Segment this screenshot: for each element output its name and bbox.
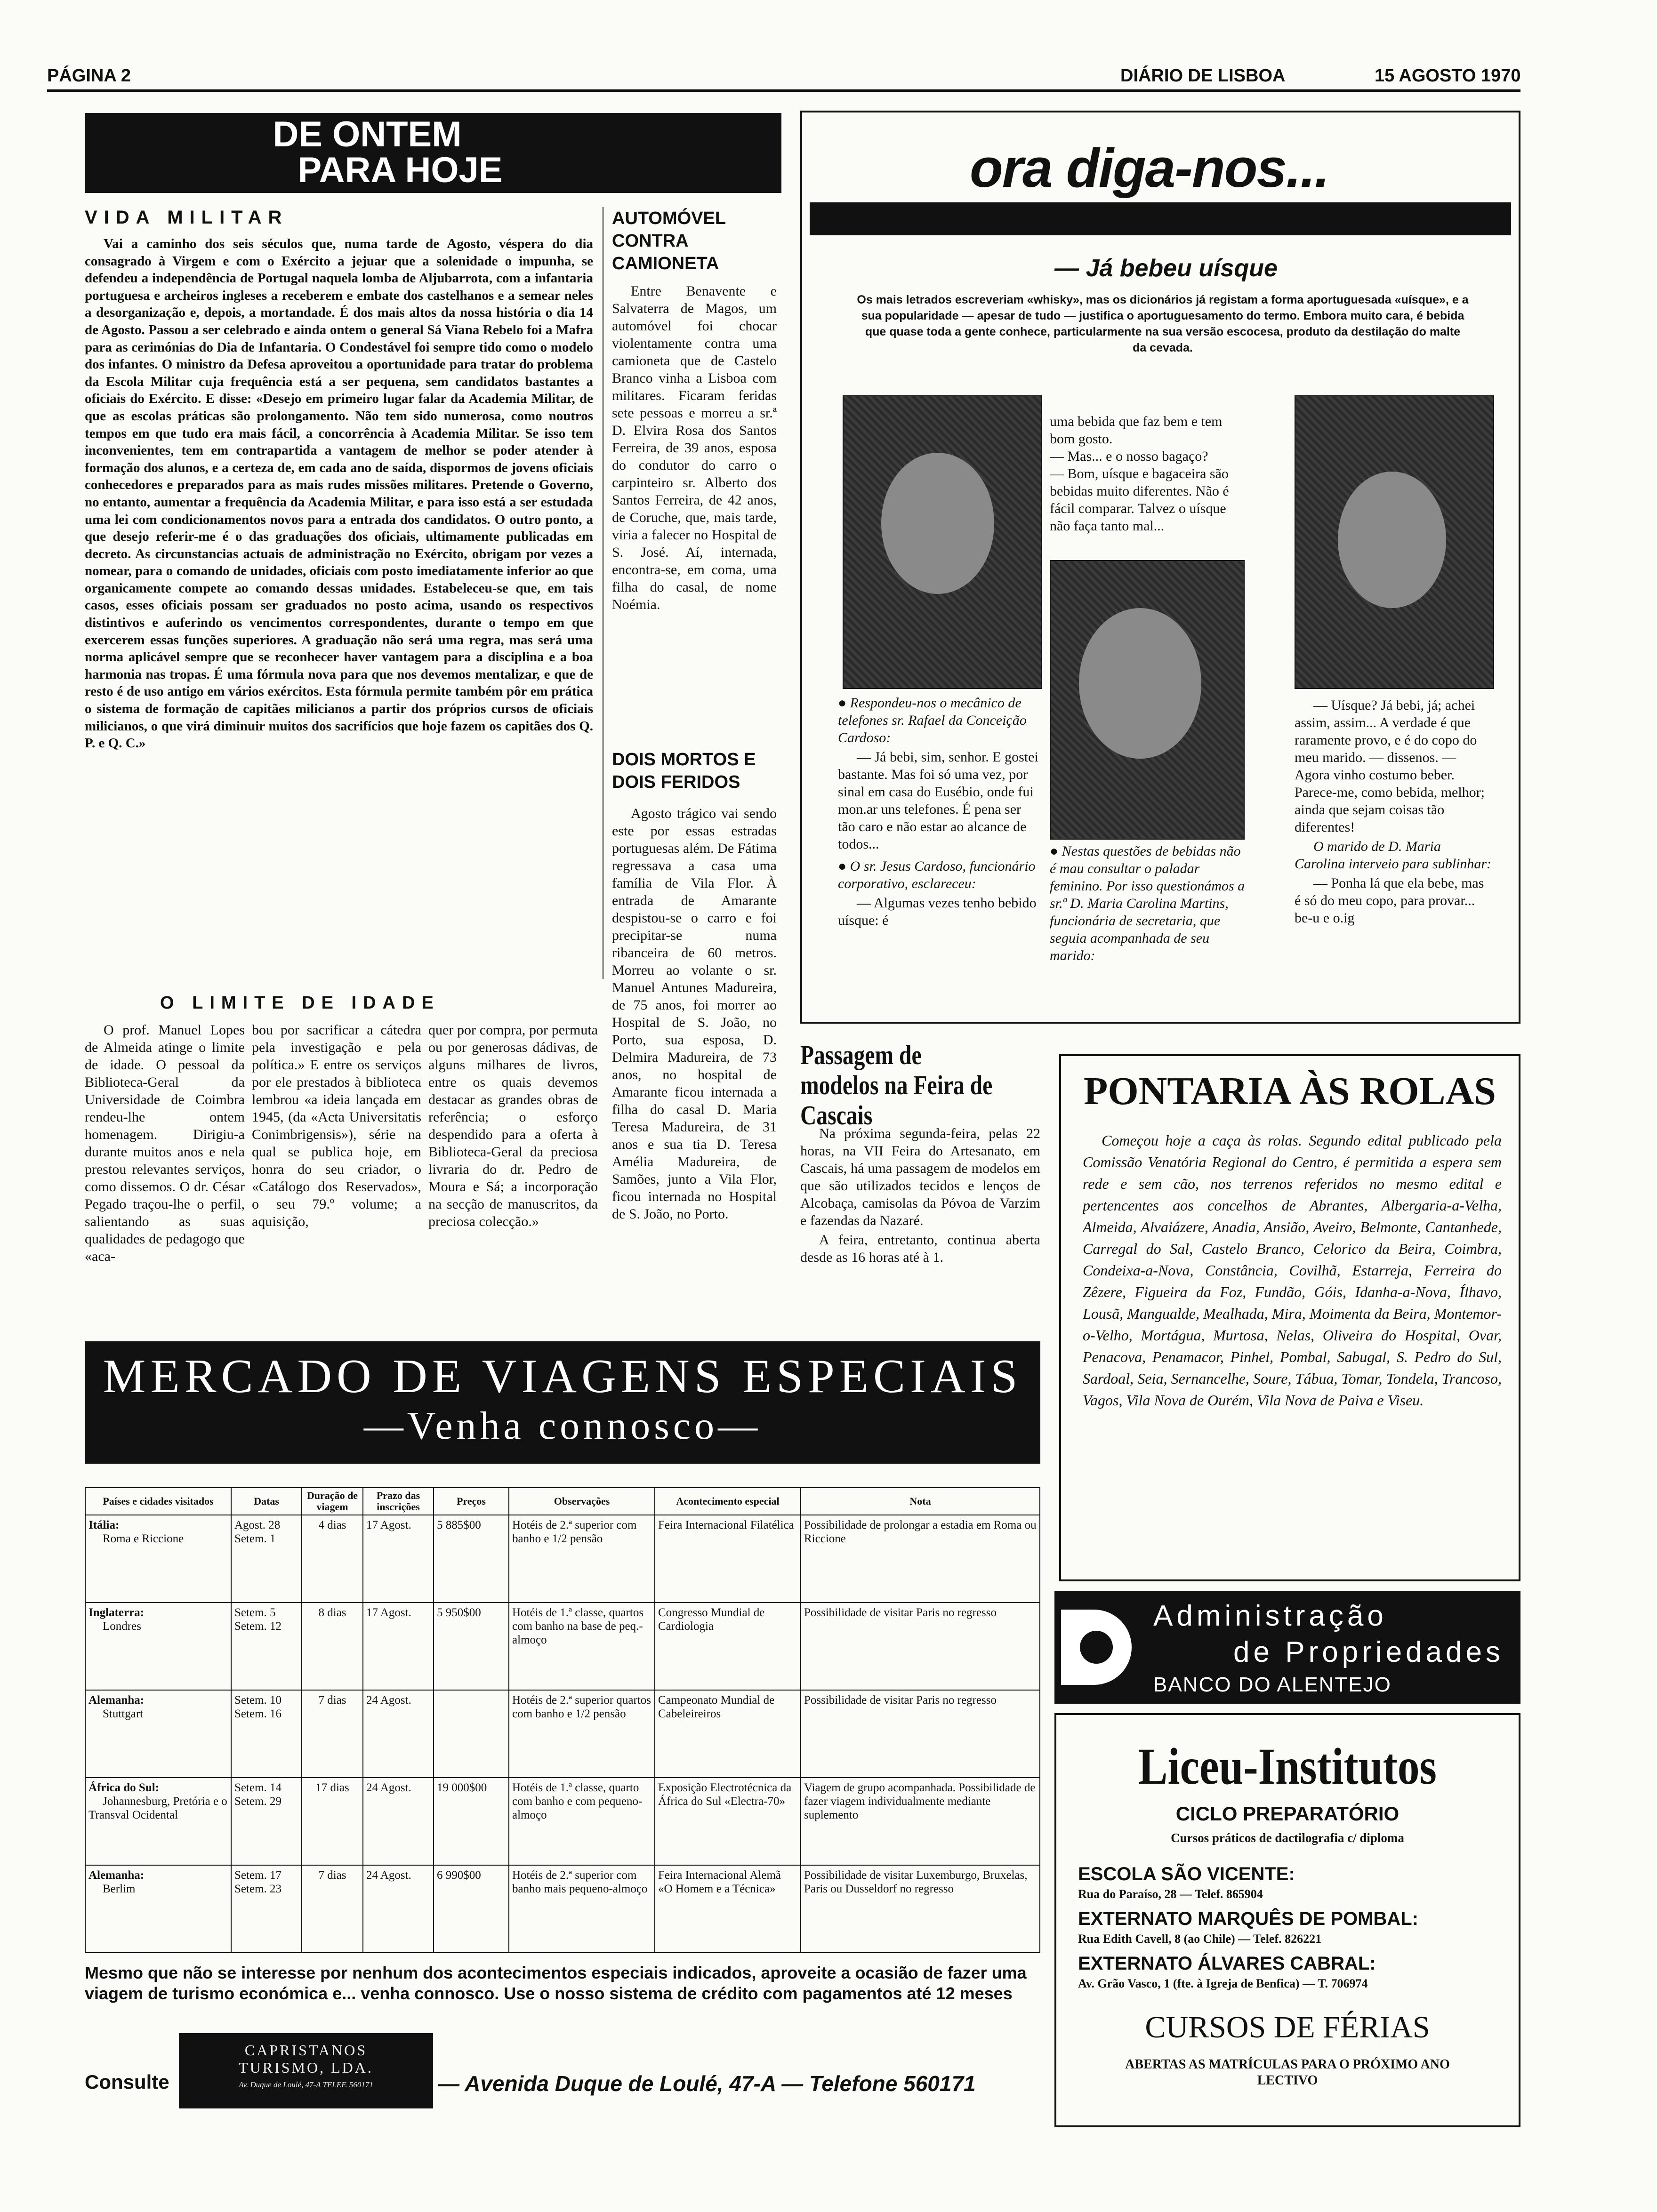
photo-jesus-cardoso [1050,560,1245,840]
photo-maria-carolina [1295,395,1494,689]
school-3-name: EXTERNATO ÁLVARES CABRAL: [1078,1953,1376,1974]
school-3-address: Av. Grão Vasco, 1 (fte. à Igreja de Benfica) — T. 706974 [1078,1977,1368,1990]
photo-rafael-cardoso [843,395,1042,689]
liceu-cursos: Cursos práticos de dactilografia c/ diploma [1171,1831,1404,1845]
whisky-mid-text: uma bebida que faz bem e tem bom gosto. — Mas... e o nosso bagaço? — Bom, uísque e bagaceira são bebidas muito diferentes. Não é fácil comparar. Talvez o uísque não faça tanto mal... [1050,414,1229,534]
school-2-address: Rua Edith Cavell, 8 (ao Chile) — Telef. 826221 [1078,1932,1322,1946]
school-2-name: EXTERNATO MARQUÊS DE POMBAL: [1078,1908,1418,1929]
table-row: Inglaterra: Londres Setem. 5 Setem. 12 8 dias 17 Agost. 5 950$00 Hotéis de 1.ª classe, quartos com banho na base de peq.-almoço Congresso Mundial de Cardiologia Possibilidade de visitar Paris no regresso [85,1603,1040,1690]
section-banner [85,113,781,193]
col-header: Preços [434,1488,509,1515]
col-header: Países e cidades visitados [85,1488,231,1515]
pontaria-title: PONTARIA ÀS ROLAS [1084,1069,1496,1113]
mercado-address: — Avenida Duque de Loulé, 47-A — Telefone 560171 [438,2071,976,2096]
mercado-title: MERCADO DE VIAGENS ESPECIAIS [103,1350,1022,1403]
col-header: Duração de viagem [302,1488,363,1515]
page-number: PÁGINA 2 [47,66,131,86]
caption-rafael: ● Respondeu-nos o mecânico de telefones sr. Rafael da Conceição Cardoso: — Já bebi, sim, senhor. E gostei bastante. Mas foi só uma vez, por sinal em casa do Eusébio, onde fui mon.ar uns telefones. É pena ser tão caro e não estar ao alcance de todos... ● O sr. Jesus Cardoso, funcionário corporativo, esclareceu: — Algumas vezes tenho bebido uísque: é [838,695,1038,928]
pontaria-text: Começou hoje a caça às rolas. Segundo edital publicado pela Comissão Venatória Regional do Centro, é permitida a espera sem rede e sem cão, nos terrenos referidos no mesmo edital e pertencentes aos concelhos de Abrantes, Albergaria-a-Velha, Almeida, Alvaiázere, Anadia, Ansião, Aveiro, Belmonte, Cantanhede, Carregal do Sal, Castelo Branco, Celorico da Beira, Coimbra, Condeixa-a-Nova, Constância, Covilhã, Estarreja, Ferreira do Zêzere, Figueira da Foz, Fundão, Góis, Idanha-a-Nova, Ílhavo, Lousã, Mangualde, Mealhada, Mira, Moimenta da Beira, Montemor-o-Velho, Mortágua, Murtosa, Nelas, Oliveira do Hospital, Ovar, Penacova, Penamacor, Pinhel, Pombal, Sabugal, S. Pedro do Sul, Sardoal, Seia, Sernancelhe, Soure, Tábua, Tomar, Tondela, Trancoso, Vagos, Vila Nova de Ourém, Vila Nova de Paiva e Viseu. [1083,1132,1502,1409]
answer-maria-carolina: — Uísque? Já bebi, já; achei assim, assim... A verdade é que raramente provo, e é do copo do meu marido. — dissenos. — Agora vinho costumo beber. Parece-me, como bebida, melhor; ainda que sejam coisas tão diferentes! O marido de D. Maria Carolina interveio para sublinhar: — Ponha lá que ela bebe, mas é só do meu copo, para provar... be-u e o.ig [1295,697,1492,926]
automovel-title: AUTOMÓVEL CONTRA CAMIONETA [612,208,726,273]
issue-date: 15 AGOSTO 1970 [1375,66,1521,86]
ora-diga-rule [810,202,1511,235]
admin-line-3: BANCO DO ALENTEJO [1153,1673,1392,1696]
liceu-title: Liceu-Institutos [1138,1738,1437,1795]
agency-name-2: TURISMO, LDA. [239,2059,373,2076]
ferias-matriculas: ABERTAS AS MATRÍCULAS PARA O PRÓXIMO ANO LECTIVO [1125,2057,1450,2088]
banner-line-2: PARA HOJE [298,150,503,190]
agency-logo [179,2033,433,2108]
face-shape [1338,472,1446,608]
mercado-subtitle: —Venha connosco— [363,1404,762,1448]
table-row: Alemanha: Berlim Setem. 17 Setem. 23 7 dias 24 Agost. 6 990$00 Hotéis de 2.ª superior com banho mais pequeno-almoço Feira Internacional Alemã «O Homem e a Técnica» Possibilidade de visitar Luxemburgo, Bruxelas, Paris ou Dusseldorf no regresso [85,1865,1040,1953]
col-header: Prazo das inscrições [363,1488,434,1515]
ora-diga-intro: Os mais letrados escreveriam «whisky», mas os dicionários já registam a forma aportuguesada «uísque», e a sua popularidade — apesar de tudo — justifica o aportuguesamento do termo. Embora muito cara, é bebida que quase toda a gente conhece, particularmente na sua versão escocesa, produto da destilação do malte da cevada. [857,293,1469,354]
limite-col-2: bou por sacrificar a cátedra pela investigação e pela política.» E entre os serviços por ele prestados à biblioteca lembrou «a ideia lançada em 1945, (da «Acta Universitatis Conimbrigensis»), série na qual se publica hoje, em honra do seu criador, o «Catálogo dos Reservados», o seu 79.º volume; a aquisição, [252,1022,421,1229]
consulte-label: Consulte [85,2071,169,2093]
banner-line-1: DE ONTEM [273,114,462,154]
automovel-text: Entre Benavente e Salvaterra de Magos, um automóvel foi chocar violentamente contra uma camioneta que de Castelo Branco vinha a Lisboa com militares. Ficaram feridas sete pessoas e morreu a sr.ª D. Elvira Rosa dos Santos Ferreira, de 39 anos, esposa do condutor do carro o carpinteiro sr. Alberto dos Santos Ferreira, de 42 anos, de Coruche, que, mais tarde, viria a falecer no Hospital de S. José. Aí, internada, encontra-se, em coma, uma filha do casal, de nome Noémia. [612,283,777,612]
limite-col-1: O prof. Manuel Lopes de Almeida atinge o limite de idade. O pessoal da Biblioteca-Geral da Universidade de Coimbra rendeu-lhe ontem homenagem. Dirigiu-a durante muitos anos e nela prestou relevantes serviços, como dissemos. O dr. César Pegado traçou-lhe o perfil, salientando as suas qualidades de pedagogo que «aca- [85,1022,245,1264]
dois-mortos-title: DOIS MORTOS E DOIS FERIDOS [612,750,756,792]
vida-militar-title: VIDA MILITAR [85,207,289,228]
face-shape [1079,608,1201,759]
face-shape [881,453,994,594]
limite-title: O LIMITE DE IDADE [160,993,440,1013]
admin-line-1: Administração [1153,1600,1387,1632]
mercado-banner [85,1341,1040,1464]
col-header: Datas [231,1488,302,1515]
header-rule [47,89,1520,92]
dois-mortos-text: Agosto trágico vai sendo este por essas estradas portuguesas além. De Fátima regressava a casa uma família de Vila Flor. À entrada de Amarante despistou-se o carro e foi precipitar-se numa ribanceira de 60 metros. Morreu ao volante o sr. Manuel Antunes Madureira, de 75 anos, foi morrer ao Hospital de S. João, no Porto, sua esposa, D. Delmira Madureira, de 73 anos, no hospital de Amarante ficou internada a filha do casal D. Maria Teresa Madureira, de 31 anos e sua tia D. Teresa Amélia Madureira, de Samões, junto a Vila Flor, ficou internada no Hospital de S. João, no Porto. [612,806,777,1222]
table-row: África do Sul: Johannesburg, Pretória e o Transval Ocidental Setem. 14 Setem. 29 17 dias 24 Agost. 19 000$00 Hotéis de 1.ª classe, quarto com banho e com pequeno-almoço Exposição Electrotécnica da África do Sul «Electra-70» Viagem de grupo acompanhada. Possibilidade de fazer viagem individualmente mediante suplemento [85,1778,1040,1865]
admin-box [1054,1591,1520,1704]
mercado-table-wrap [85,1487,1040,1953]
liceu-ciclo: CICLO PREPARATÓRIO [1175,1803,1400,1825]
school-1-name: ESCOLA SÃO VICENTE: [1078,1864,1295,1884]
table-row: Itália: Roma e Riccione Agost. 28 Setem. 1 4 dias 17 Agost. 5 885$00 Hotéis de 2.ª superior com banho e 1/2 pensão Feira Internacional Filatélica Possibilidade de prolongar a estadia em Roma ou Riccione [85,1515,1040,1603]
ora-diga-title: ora diga-nos... [970,137,1329,199]
caption-maria-carolina: ● Nestas questões de bebidas não é mau consultar o paladar feminino. Por isso questionámos a sr.ª D. Maria Carolina Martins, funcionária de secretaria, que seguia acompanhada de seu marido: [1050,843,1245,963]
passagem-text: Na próxima segunda-feira, pelas 22 horas, na VII Feira do Artesanato, em Cascais, há uma passagem de modelos em que são utilizados tecidos e lenços de Alcobaça, camisolas da Póvoa de Varzim e fazendas da Nazaré. A feira, entretanto, continua aberta desde as 16 horas até à 1. [800,1126,1040,1265]
col-header: Nota [801,1488,1040,1515]
passagem-title: Passagem de modelos na Feira de Cascais [800,1040,993,1130]
limite-col-3: quer por compra, por permuta ou por generosas dádivas, de alguns milhares de livros, entre os quais devemos destacar as grandes obras de referência; o esforço despendido para a oferta à Biblioteca-Geral da preciosa livraria do dr. Pedro de Moura e Sá; a incorporação na secção de manuscritos, da preciosa colecção.» [428,1022,598,1229]
vida-militar-text: Vai a caminho dos seis séculos que, numa tarde de Agosto, véspera do dia consagrado à Virgem e com o Exército a jejuar que a solenidade o impunha, se defendeu a independência de Portugal naquela lomba de Aljubarrota, com a infantaria portuguesa e archeiros ingleses a receberem e embate dos castelhanos e a semear neles a desorganização e, depois, a mortandade. É dos mais altos da nossa história o dia 14 de Agosto. Passou a ser celebrado e ainda ontem o general Sá Viana Rebelo foi a Mafra para as cerimónias do Dia de Infantaria. O Condestável foi sempre tido como o modelo dos infantes. O ministro da Defesa aproveitou a oportunidade para tratar do problema da Escola Militar cuja frequência está a ser pequena, sem candidatos bastantes a oficiais do Exército. E disse: «Desejo em primeiro lugar falar da Academia Militar, de que as escolas práticas são prolongamento. Não tem sido numerosa, como noutros tempos em que tudo era mais fácil, a concorrência à Academia Militar. Se isso tem inconvenientes, tem em contrapartida a vantagem de melhor se poder atender à formação dos alunos, e a certeza de, em cada ano de saída, dispormos de jovens oficiais conhecedores e preparados para as mais rudes missões militares. Pretende o Governo, no entanto, aumentar a frequência da Academia Militar, e para isso está a ser estudada uma lei com condicionamentos novos para a entrada dos candidatos. O outro ponto, a que desejo referir-me é o das graduações dos oficiais, ultimamente publicadas em decreto. As circunstancias actuais de administração no Exército, obrigam por vezes a nomear, para o comando de unidades, oficiais com posto imediatamente inferior ao que organicamente compete ao comando dessas unidades. Estabeleceu-se que, em tais casos, esses oficiais possam ser graduados no posto acima, usando os respectivos distintivos e auferindo os vencimentos correspondentes, durante o tempo em que exercerem essas funções superiores. A graduação não será uma regra, mas será uma norma aplicável sempre que se reconhecer haver vantagem para a disciplina e a boa harmonia nas tropas. É uma fórmula nova para que nos devemos mentalizar, e que de resto é de uso antigo em vários exércitos. Esta fórmula permite também pôr em prática o sistema de formação de capitães milicianos a partir dos próprios cursos de oficiais milicianos, o que virá diminuir muitos dos sacrifícios que hoje fazem os capitães dos Q. P. e Q. C.» [85,236,593,751]
newspaper-name: DIÁRIO DE LISBOA [1120,66,1286,86]
bank-logo-icon [1061,1610,1132,1685]
agency-address: Av. Duque de Loulé, 47-A TELEF. 560171 [239,2080,373,2089]
col-header: Acontecimento especial [655,1488,801,1515]
agency-name-1: CAPRISTANOS [244,2042,368,2059]
mercado-footer: Mesmo que não se interesse por nenhum dos acontecimentos especiais indicados, aproveite a ocasião de fazer uma viagem de turismo económica e... venha connosco. Use o nosso sistema de crédito com pagamentos até 12 meses [85,1963,1027,2003]
table-row: Alemanha: Stuttgart Setem. 10 Setem. 16 7 dias 24 Agost. Hotéis de 2.ª superior quartos com banho e 1/2 pensão Campeonato Mundial de Cabeleireiros Possibilidade de visitar Paris no regresso [85,1690,1040,1778]
col-header: Observações [509,1488,655,1515]
school-1-address: Rua do Paraíso, 28 — Telef. 865904 [1078,1887,1263,1901]
admin-line-2: de Propriedades [1233,1636,1504,1668]
ora-diga-subtitle: — Já bebeu uísque [1054,255,1278,282]
mercado-table [85,1487,1040,1953]
ferias-title: CURSOS DE FÉRIAS [1145,2010,1430,2044]
